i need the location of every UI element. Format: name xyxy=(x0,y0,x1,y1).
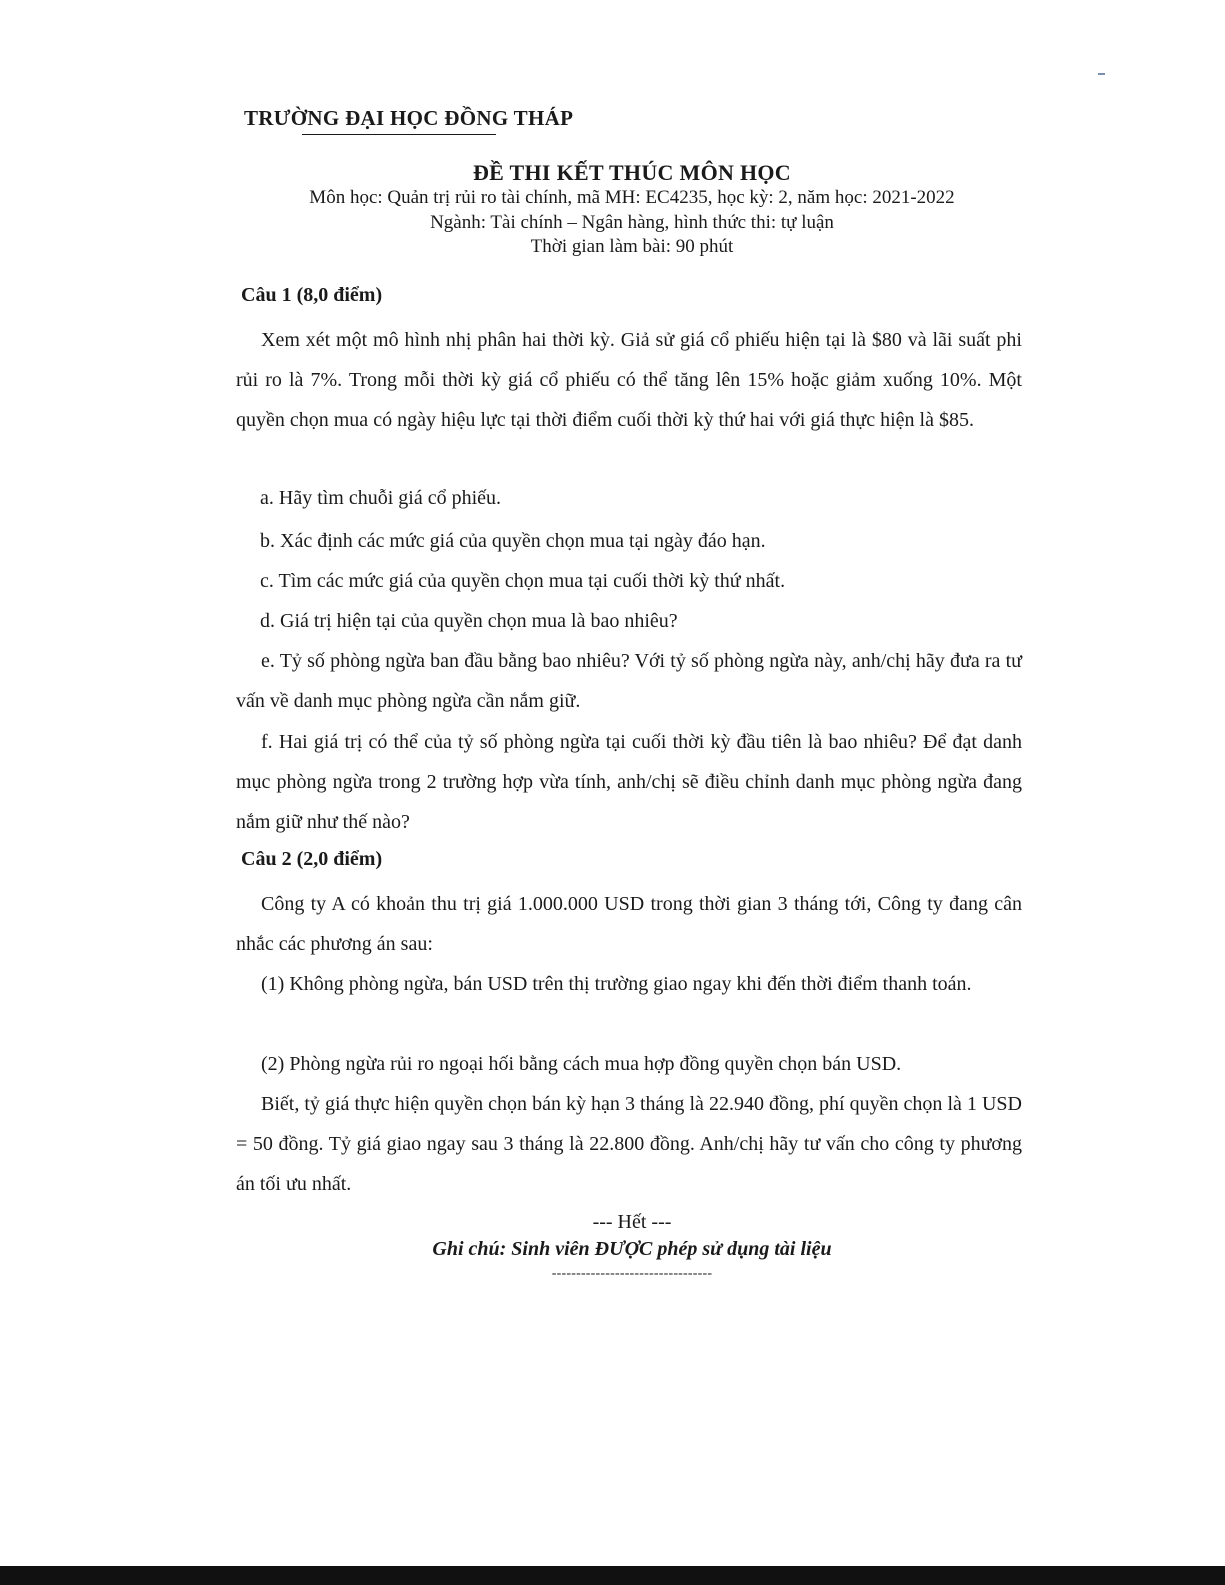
question-1-intro: Xem xét một mô hình nhị phân hai thời kỳ. Giả sử giá cổ phiếu hiện tại là $80 và lãi suất phi rủi ro là 7%. Trong mỗi thời kỳ giá cổ phiếu có thể tăng lên 15% hoặc giảm xuống 10%. Một quyền chọn mua có ngày hiệu lực tại thời điểm cuối thời kỳ thứ hai với giá thực hiện là $85. xyxy=(236,329,1022,431)
question-1-part-e: e. Tỷ số phòng ngừa ban đầu bằng bao nhiêu? Với tỷ số phòng ngừa này, anh/chị hãy đưa ra tư vấn về danh mục phòng ngừa cần nắm giữ. xyxy=(236,650,1022,712)
major-info: Ngành: Tài chính – Ngân hàng, hình thức thi: tự luận xyxy=(430,212,834,233)
question-2-option-1: (1) Không phòng ngừa, bán USD trên thị trường giao ngay khi đến thời điểm thanh toán. xyxy=(261,973,972,995)
question-2-intro: Công ty A có khoản thu trị giá 1.000.000 USD trong thời gian 3 tháng tới, Công ty đang cân nhắc các phương án sau: xyxy=(236,893,1022,955)
scan-speck xyxy=(1098,73,1105,75)
question-1-part-d: d. Giá trị hiện tại của quyền chọn mua là bao nhiêu? xyxy=(260,610,678,632)
question-2-option-2: (2) Phòng ngừa rủi ro ngoại hối bằng cách mua hợp đồng quyền chọn bán USD. xyxy=(261,1053,902,1075)
exam-title: ĐỀ THI KẾT THÚC MÔN HỌC xyxy=(472,160,791,185)
question-2-given: Biết, tỷ giá thực hiện quyền chọn bán kỳ hạn 3 tháng là 22.940 đồng, phí quyền chọn là 1 USD = 50 đồng. Tỷ giá giao ngay sau 3 tháng là 22.800 đồng. Anh/chị hãy tư vấn cho công ty phương án tối ưu nhất. xyxy=(236,1093,1022,1195)
school-underline xyxy=(302,134,496,135)
question-1-part-f: f. Hai giá trị có thể của tỷ số phòng ngừa tại cuối thời kỳ đầu tiên là bao nhiêu? Để đạt danh mục phòng ngừa trong 2 trường hợp vừa tính, anh/chị sẽ điều chỉnh danh mục phòng ngừa đang nắm giữ như thế nào? xyxy=(236,731,1022,833)
question-1-part-a: a. Hãy tìm chuỗi giá cổ phiếu. xyxy=(260,487,502,509)
course-info: Môn học: Quản trị rủi ro tài chính, mã MH: EC4235, học kỳ: 2, năm học: 2021-2022 xyxy=(309,187,955,208)
question-2-heading: Câu 2 (2,0 điểm) xyxy=(241,848,383,870)
dash-divider: --------------------------------- xyxy=(551,1266,713,1281)
question-1-heading: Câu 1 (8,0 điểm) xyxy=(241,284,383,306)
note: Ghi chú: Sinh viên ĐƯỢC phép sử dụng tài liệu xyxy=(432,1238,832,1260)
end-marker: --- Hết --- xyxy=(592,1211,672,1233)
time-info: Thời gian làm bài: 90 phút xyxy=(530,236,734,257)
school-name: TRƯỜNG ĐẠI HỌC ĐỒNG THÁP xyxy=(244,106,574,130)
question-1-part-b: b. Xác định các mức giá của quyền chọn mua tại ngày đáo hạn. xyxy=(260,530,766,552)
scan-bottom-edge xyxy=(0,1566,1225,1585)
question-1-part-c: c. Tìm các mức giá của quyền chọn mua tại cuối thời kỳ thứ nhất. xyxy=(260,570,786,592)
